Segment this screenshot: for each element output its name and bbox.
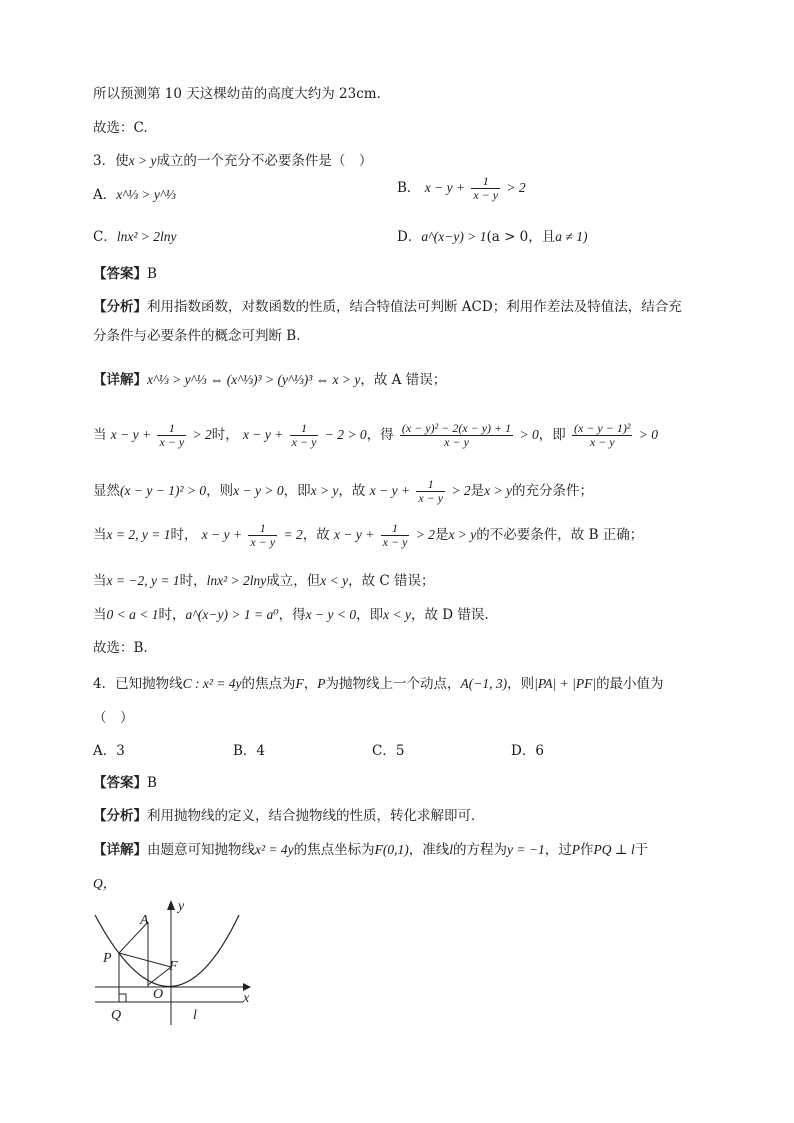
segment-af [148,967,171,985]
detail-3-line2: 当 x − y + $\frac{1}{x - y}$ > 2时， x − y + $\frac{1}{x - y}$ − 2 > 0，得 $\frac{\text{(x − y)² − 2(x − y) + 1}}{x - y}$ > 0，即 $\frac{\text{(x − y − 1)²}}{x - y}$ > 0 [93,421,658,450]
right-angle-mark [119,994,126,1002]
label-l: l [193,1008,197,1023]
question-3-stem: 3．使x > y成立的一个充分不必要条件是（ ） [93,153,373,169]
analysis-3-line2: 分条件与必要条件的概念可判断 B. [93,328,301,344]
text-line: 故选：B. [93,640,148,656]
text-line: 故选：C. [93,120,148,136]
label-q: Q [111,1008,122,1023]
question-4-paren: （ ） [93,710,134,726]
x-axis-arrow [243,983,251,991]
detail-4-line1: 【详解】由题意可知抛物线x² = 4y的焦点坐标为F(0,1)，准线l的方程为y = −1，过P作PQ ⊥ l于 [93,842,649,858]
q4-option-a: A．3 [93,743,125,759]
label-x: x [243,991,250,1006]
segment-pf [119,953,171,967]
label-o: O [153,987,164,1002]
label-f: F [169,959,178,974]
answer-4: 【答案】B [93,775,157,791]
q3-option-d: D．a^(x−y) > 1(a > 0，且a ≠ 1) [397,229,588,245]
label-p: P [103,951,112,966]
q4-option-b: B．4 [233,743,266,759]
q4-option-d: D．6 [511,743,544,759]
q4-option-c: C．5 [372,743,405,759]
detail-3-line3: 显然(x − y − 1)² > 0，则x − y > 0，即x > y，故 x − y + $\frac{1}{x - y}$ > 2是x > y的充分条件； [93,477,593,506]
detail-3-line1: 【详解】x^⅓ > y^⅓ ⇔ (x^⅓)³ > (y^⅓)³ ⇔ x > y，故 A 错误； [93,372,447,388]
parabola-curve [95,915,239,987]
q3-option-c: C．lnx² > 2lny [93,229,177,245]
question-4-stem: 4．已知抛物线C : x² = 4y的焦点为F，P为抛物线上一个动点，A(−1, 3)，则|PA| + |PF|的最小值为 [93,676,664,692]
text-line: 所以预测第 10 天这棵幼苗的高度大约为 23cm． [93,86,391,102]
label-y: y [178,899,185,914]
parabola-figure [93,890,263,1025]
detail-3-line4: 当x = 2, y = 1时， x − y + $\frac{1}{x - y}$ = 2，故 x − y + $\frac{1}{x - y}$ > 2是x > y的不必要条件，故 B 正确； [93,521,644,550]
label-a: A [140,913,149,928]
detail-3-line6: 当0 < a < 1时，a^(x−y) > 1 = a⁰，得x − y < 0，即x < y，故 D 错误. [93,607,489,623]
analysis-4: 【分析】利用抛物线的定义，结合抛物线的性质，转化求解即可． [93,808,485,824]
q3-option-b: B． x − y + $\frac{1}{x - y}$ > 2 [397,174,526,203]
analysis-3-line1: 【分析】利用指数函数，对数函数的性质，结合特值法可判断 ACD；利用作差法及特值法，结合充 [93,299,682,315]
y-axis-arrow [167,900,175,910]
detail-3-line5: 当x = −2, y = 1时，lnx² > 2lny成立，但x < y，故 C 错误； [93,573,435,589]
q3-option-a: A．x^⅓ > y^⅓ [93,187,176,203]
detail-4-line2: Q， [93,876,117,891]
answer-3: 【答案】B [93,266,157,282]
